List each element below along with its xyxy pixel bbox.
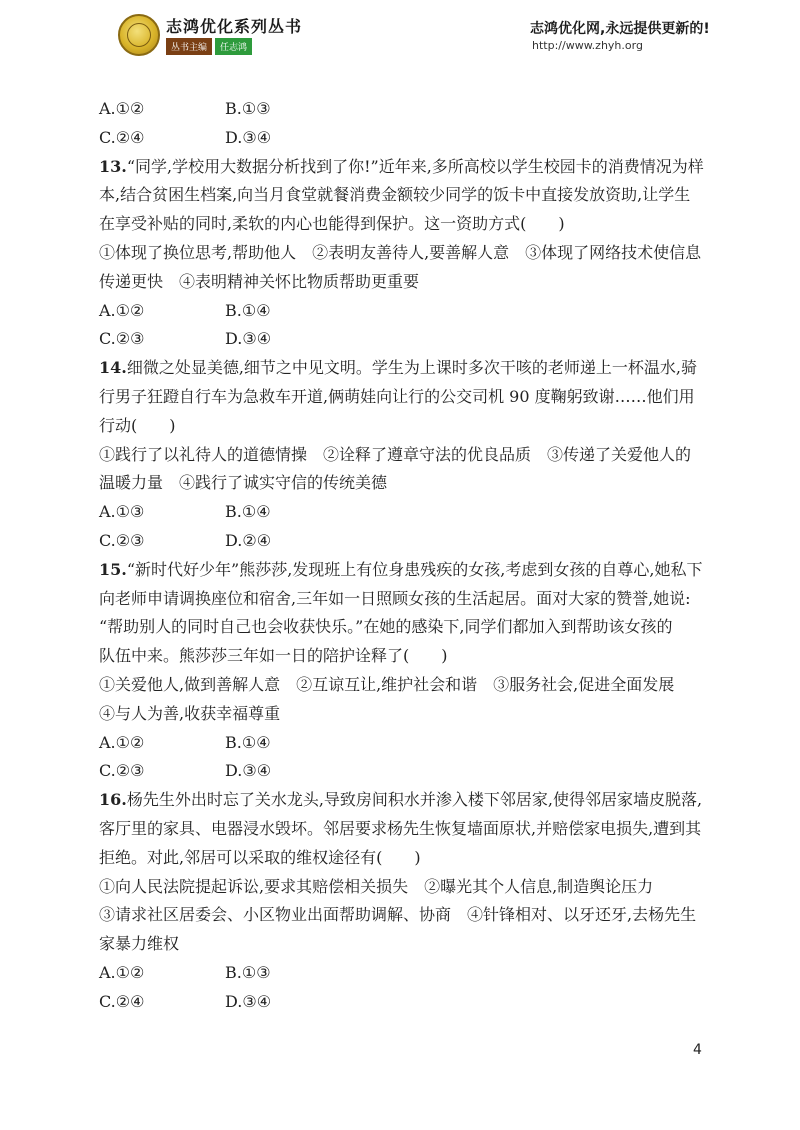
question-stem-line: 客厅里的家具、电器浸水毁坏。邻居要求杨先生恢复墙面原状,并赔偿家电损失,遭到其: [99, 818, 702, 838]
option-row: [99, 124, 701, 153]
option-b: B.①④: [225, 732, 271, 752]
question-stem-line: 拒绝。对此,邻居可以采取的维权途径有( ): [99, 847, 421, 867]
option-row: [99, 959, 701, 988]
option-c: C.②③: [99, 329, 145, 349]
site-url: http://www.zhyh.org: [532, 39, 643, 52]
option-row: [99, 498, 701, 527]
option-a: A.①②: [99, 99, 145, 118]
question-stem-line: 行男子狂蹬自行车为急救车开道,俩萌娃向让行的公交司机 90 度鞠躬致谢……他们用: [99, 386, 695, 406]
option-row: [99, 527, 701, 556]
option-b: B.①③: [225, 962, 271, 982]
question-number: 15.: [99, 559, 127, 579]
option-a: A.①②: [99, 732, 145, 752]
editor-tag: 丛书主编: [166, 38, 212, 55]
question-13: [99, 153, 704, 355]
question-14: [99, 354, 701, 556]
question-stem-line: “帮助别人的同时自己也会收获快乐。”在她的感染下,同学们都加入到帮助该女孩的: [99, 617, 673, 637]
question-stem-line: 行动( ): [99, 415, 176, 435]
option-b: B.①③: [225, 99, 271, 118]
option-a: A.①②: [99, 300, 145, 320]
option-b: B.①④: [225, 502, 271, 522]
option-row: [99, 95, 701, 124]
question-stem-line: 16.杨先生外出时忘了关水龙头,导致房间积水并渗入楼下邻居家,使得邻居家墙皮脱落,: [99, 790, 703, 810]
question-stem-line: 本,结合贫困生档案,向当月食堂就餐消费金额较少同学的饭卡中直接发放资助,让学生: [99, 185, 691, 205]
editor-credit: [166, 38, 252, 55]
option-c: C.②③: [99, 761, 145, 781]
choice-statements-line: ①体现了换位思考,帮助他人 ②表明友善待人,要善解人意 ③体现了网络技术使信息: [99, 242, 702, 262]
option-d: D.③④: [225, 329, 272, 349]
choice-statements-line: ③请求社区居委会、小区物业出面帮助调解、协商 ④针锋相对、以牙还牙,去杨先生: [99, 905, 697, 925]
option-c: C.②③: [99, 530, 145, 550]
question-number: 13.: [99, 156, 127, 176]
option-d: D.③④: [225, 127, 272, 147]
question-stem-line: 15.“新时代好少年”熊莎莎,发现班上有位身患残疾的女孩,考虑到女孩的自尊心,她私下: [99, 559, 703, 579]
question-stem-line: 在享受补贴的同时,柔软的内心也能得到保护。这一资助方式( ): [99, 214, 565, 234]
choice-statements-line: ④与人为善,收获幸福尊重: [99, 703, 281, 723]
option-row: [99, 988, 701, 1017]
series-title: 志鸿优化系列丛书: [166, 17, 303, 36]
question-stem-line: 向老师申请调换座位和宿舍,三年如一日照顾女孩的生活起居。面对大家的赞誉,她说:: [99, 588, 691, 608]
choice-statements-line: 温暖力量 ④践行了诚实守信的传统美德: [99, 473, 388, 493]
choice-statements-line: 传递更快 ④表明精神关怀比物质帮助更重要: [99, 271, 420, 291]
option-c: C.②④: [99, 127, 145, 147]
question-number: 14.: [99, 358, 127, 378]
question-stem-line: 队伍中来。熊莎莎三年如一日的陪护诠释了( ): [99, 646, 448, 666]
choice-statements-line: ①践行了以礼待人的道德情操 ②诠释了遵章守法的优良品质 ③传递了关爱他人的: [99, 444, 692, 464]
series-logo-icon: [118, 14, 160, 56]
option-d: D.③④: [225, 761, 272, 781]
option-b: B.①④: [225, 300, 271, 320]
choice-statements-line: 家暴力维权: [99, 934, 180, 954]
option-row: [99, 757, 701, 786]
question-content: [99, 95, 704, 1017]
option-a: A.①②: [99, 962, 145, 982]
question-stem-line: 13.“同学,学校用大数据分析找到了你!”近年来,多所高校以学生校园卡的消费情况为样: [99, 156, 704, 176]
question-16: [99, 786, 701, 1016]
site-slogan: 志鸿优化网,永远提供更新的!: [530, 21, 710, 37]
option-c: C.②④: [99, 991, 145, 1011]
choice-statements-line: ①向人民法院提起诉讼,要求其赔偿相关损失 ②曝光其个人信息,制造舆论压力: [99, 876, 654, 896]
option-row: [99, 297, 701, 326]
question-stem-line: 14.细微之处显美德,细节之中见文明。学生为上课时多次干咳的老师递上一杯温水,骑: [99, 358, 698, 378]
page-number: 4: [693, 1042, 702, 1058]
choice-statements-line: ①关爱他人,做到善解人意 ②互谅互让,维护社会和谐 ③服务社会,促进全面发展: [99, 674, 675, 694]
option-row: [99, 729, 701, 758]
option-a: A.①③: [99, 502, 145, 522]
question-number: 16.: [99, 790, 127, 810]
editor-name: 任志鸿: [215, 38, 252, 55]
question-15: [99, 556, 701, 786]
option-d: D.③④: [225, 991, 272, 1011]
page-header: [0, 0, 800, 70]
option-row: [99, 325, 701, 354]
option-d: D.②④: [225, 530, 272, 550]
